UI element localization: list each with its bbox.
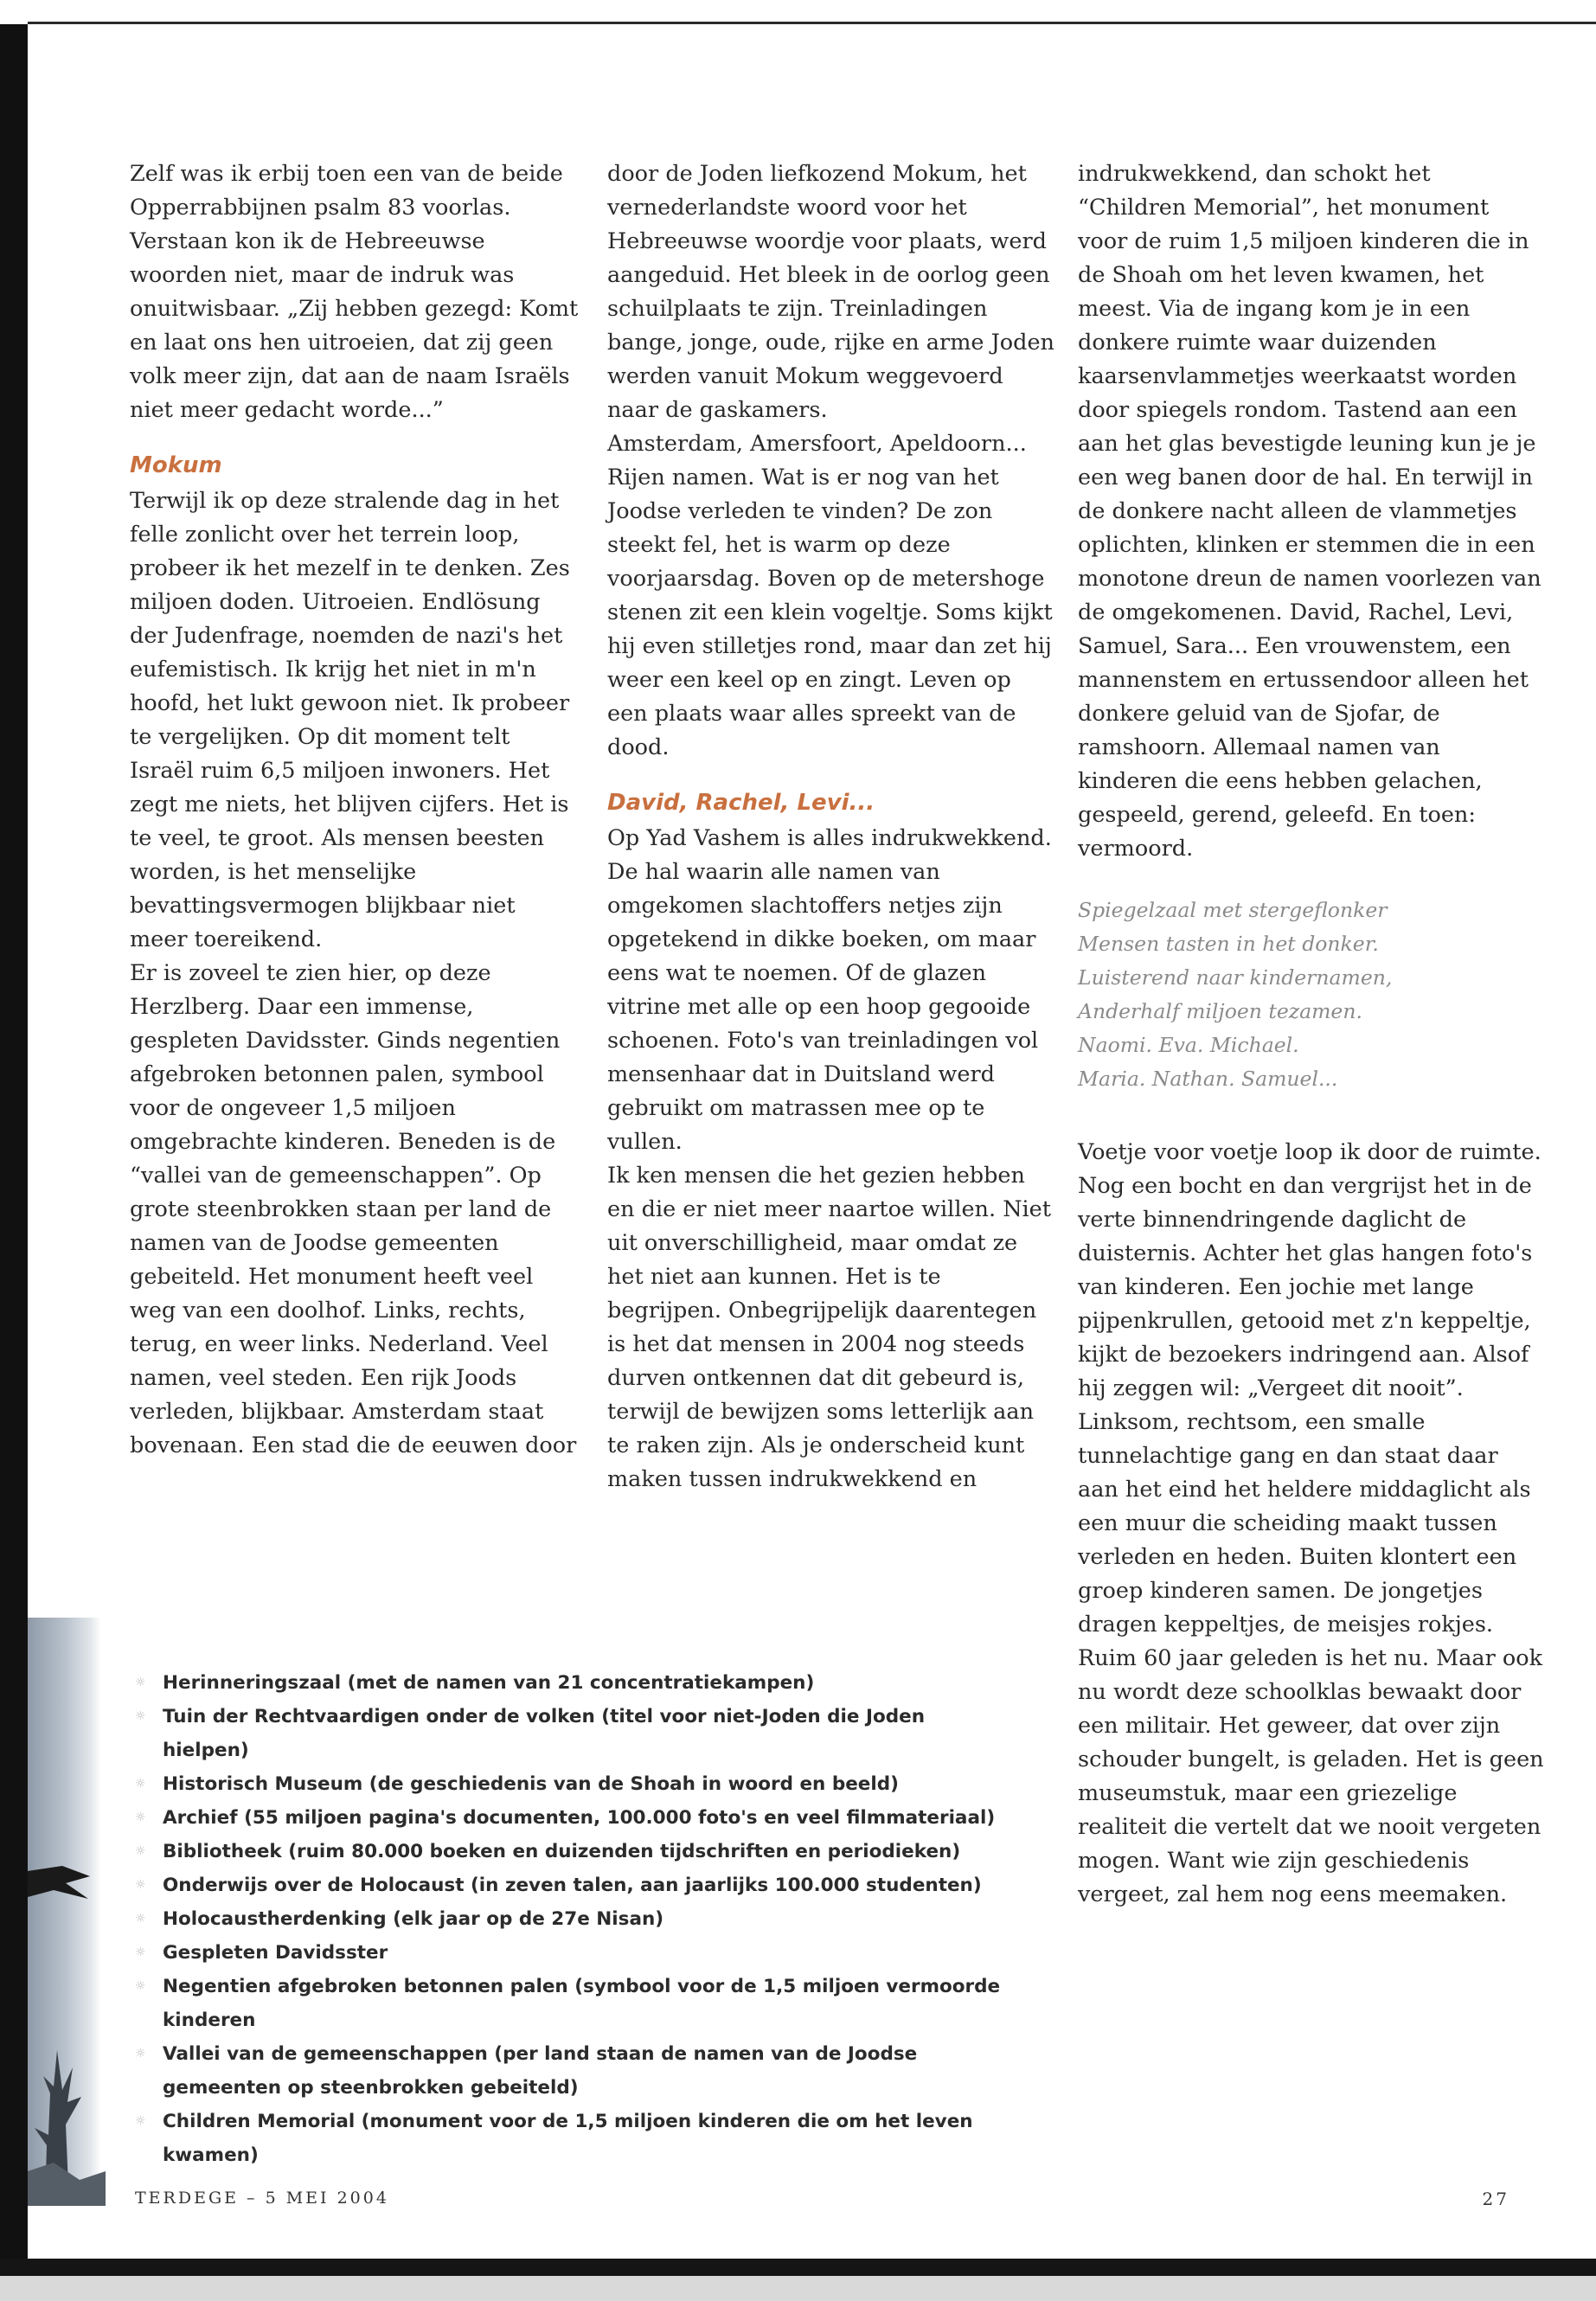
poem-line: Luisterend naar kindernamen, (1078, 965, 1393, 990)
sun-bullet-icon: ☼ (135, 1878, 146, 1892)
poem-line: Naomi. Eva. Michael. (1078, 1033, 1299, 1057)
yad-vashem-facts-box (100, 1618, 1035, 2166)
subhead-mokum: Mokum (130, 452, 222, 478)
scan-margin (0, 2276, 1596, 2301)
list-item: ☼ Gespleten Davidsster (135, 1942, 388, 1964)
tree-silhouette-icon (28, 2041, 106, 2206)
bottom-rule (0, 2259, 1596, 2276)
facts-list (135, 1666, 1017, 2172)
sun-bullet-icon: ☼ (135, 1945, 146, 1959)
list-item: ☼ Archief (55 miljoen pagina's documenten, 100.000 foto's en veel filmmateriaal) (135, 1807, 996, 1829)
poem-line: Spiegelzaal met stergeflonker (1078, 898, 1388, 922)
poem-line: Anderhalf miljoen tezamen. (1078, 999, 1362, 1023)
bird-silhouette-icon (28, 1864, 90, 1903)
list-item: ☼ Vallei van de gemeenschappen (per land staan de namen van de Joodse gemeenten op steenbrokken gebeiteld) (135, 2043, 918, 2099)
article-column-3 (1078, 157, 1545, 2138)
list-item: ☼ Bibliotheek (ruim 80.000 boeken en duizenden tijdschriften en periodieken) (135, 1841, 961, 1862)
poem-line: Maria. Nathan. Samuel... (1078, 1067, 1338, 1091)
paragraph-yad-vashem: Op Yad Vashem is alles indrukwekkend. De hal waarin alle namen van omgekomen slachtoffers netjes zijn opgetekend in dikke boeken, om maar eens wat te noemen. Of de glazen vitrine met alle op een hoop gegooide schoenen. Foto's van treinladingen vol mensenhaar dat in Duitsland werd gebruikt om matrassen mee op te vullen. (607, 825, 1052, 1155)
paragraph-ontkennen: Ik ken mensen die het gezien hebben en die er niet meer naartoe willen. Niet uit onverschilligheid, maar omdat ze het niet aan kunnen. Het is te begrijpen. Onbegrijpelijk daarentegen is het dat mensen in 2004 nog steeds durven ontkennen dat dit gebeurd is, terwijl de bewijzen soms letterlijk aan te raken zijn. Als je onderscheid kunt maken tussen indrukwekkend en (607, 1163, 1052, 1492)
top-rule (28, 22, 1596, 24)
list-item: ☼ Onderwijs over de Holocaust (in zeven talen, aan jaarlijks 100.000 studenten) (135, 1875, 982, 1896)
sun-bullet-icon: ☼ (135, 1844, 146, 1858)
paragraph-voetje-voor-voetje: Voetje voor voetje loop ik door de ruimte. Nog een bocht en dan vergrijst het in de verte binnendringende daglicht de duisternis. Achter het glas hangen foto's van kinderen. Een jochie met lange pijpenkrullen, getooid met z'n keppeltje, kijkt de bezoekers indringend aan. Alsof hij zeggen wil: „Vergeet dit nooit”. (1078, 1139, 1542, 1401)
article-column-1 (130, 157, 580, 1576)
sun-bullet-icon: ☼ (135, 2114, 146, 2128)
publication-footer: TERDEGE – 5 MEI 2004 (135, 2189, 389, 2208)
article-column-2 (607, 157, 1057, 1576)
list-item: ☼ Herinneringszaal (met de namen van 21 concentratiekampen) (135, 1672, 815, 1694)
list-item: ☼ Tuin der Rechtvaardigen onder de volken (titel voor niet-Joden die Joden hielpen) (135, 1706, 925, 1761)
list-item: ☼ Children Memorial (monument voor de 1,5 miljoen kinderen die om het leven kwamen) (135, 2111, 973, 2166)
sun-bullet-icon: ☼ (135, 1979, 146, 1993)
left-page-edge (0, 24, 28, 2284)
paragraph-children-memorial: indrukwekkend, dan schokt het “Children Memorial”, het monument voor de ruim 1,5 miljoen kinderen die in de Shoah om het leven kwamen, het meest. Via de ingang kom je in een donkere ruimte waar duizenden kaarsenvlammetjes weerkaatst worden door spiegels rondom. Tastend aan een aan het glas bevestigde leuning kun je je een weg banen door de hal. En terwijl in de donkere nacht alleen de vlammetjes oplichten, klinken er stemmen die in een monotone dreun de namen voorlezen van de omgekomenen. David, Rachel, Levi, Samuel, Sara... Een vrouwenstem, een mannenstem en ertussendoor alleen het donkere geluid van de Sjofar, de ramshoorn. Allemaal namen van kinderen die eens hebben gelachen, gespeeld, gerend, geleefd. En toen: vermoord. (1078, 161, 1542, 862)
sun-bullet-icon: ☼ (135, 1709, 146, 1723)
sun-bullet-icon: ☼ (135, 1811, 146, 1824)
sun-bullet-icon: ☼ (135, 1912, 146, 1926)
paragraph-terrein: Terwijl ik op deze stralende dag in het felle zonlicht over het terrein loop, probeer ik het mezelf in te denken. Zes miljoen doden. Uitroeien. Endlösung der Judenfrage, noemden de nazi's het eufemistisch. Ik krijg het niet in m'n hoofd, het lukt gewoon niet. Ik probeer te vergelijken. Op dit moment telt Israël ruim 6,5 miljoen inwoners. Het zegt me niets, het blijven cijfers. Het is te veel, te groot. Als mensen beesten worden, is het menselijke bevattingsvermogen blijkbaar niet meer toereikend. (130, 488, 570, 952)
paragraph-linksom-rechtsom: Linksom, rechtsom, een smalle tunnelachtige gang en dan staat daar aan het eind het heldere middaglicht als een muur die scheiding maakt tussen verleden en heden. Buiten klontert een groep kinderen samen. De jongetjes dragen keppeltjes, de meisjes rokjes. Ruim 60 jaar geleden is het nu. Maar ook nu wordt deze schoolklas bewaakt door een militair. Het geweer, dat over zijn schouder bungelt, is geladen. Het is geen museumstuk, maar een griezelige realiteit die vertelt dat we nooit vergeten mogen. Want wie zijn geschiedenis vergeet, zal hem nog eens meemaken. (1078, 1409, 1544, 1907)
sun-bullet-icon: ☼ (135, 1777, 146, 1791)
sun-bullet-icon: ☼ (135, 2047, 146, 2061)
list-item: ☼ Negentien afgebroken betonnen palen (symbool voor de 1,5 miljoen vermoorde kinderen (135, 1976, 1001, 2031)
paragraph-opening: Zelf was ik erbij toen een van de beide Opperrabbijnen psalm 83 voorlas. Verstaan kon ik de Hebreeuwse woorden niet, maar de indruk was onuitwisbaar. „Zij hebben gezegd: Komt en laat ons hen uitroeien, dat zij geen volk meer zijn, dat aan de naam Israëls niet meer gedacht worde...” (130, 161, 579, 423)
paragraph-herzlberg: Er is zoveel te zien hier, op deze Herzlberg. Daar een immense, gespleten Davidsster. Ginds negentien afgebroken betonnen palen, symbool voor de ongeveer 1,5 miljoen omgebrachte kinderen. Beneden is de “vallei van de gemeenschappen”. Op grote steenbrokken staan per land de namen van de Joodse gemeenten gebeiteld. Het monument heeft veel weg van een doolhof. Links, rechts, terug, en weer links. Nederland. Veel namen, veel steden. Een rijk Joods verleden, blijkbaar. Amsterdam staat bovenaan. Een stad die de eeuwen door (130, 960, 577, 1458)
paragraph-rijen-namen: Amsterdam, Amersfoort, Apeldoorn... Rijen namen. Wat is er nog van het Joodse verleden te vinden? De zon steekt fel, het is warm op deze voorjaarsdag. Boven op de metershoge stenen zit een klein vogeltje. Soms kijkt hij even stilletjes rond, maar dan zet hij weer een keel op en zingt. Leven op een plaats waar alles spreekt van de dood. (607, 431, 1053, 760)
list-item: ☼ Historisch Museum (de geschiedenis van de Shoah in woord en beeld) (135, 1773, 899, 1795)
poem (1078, 894, 1545, 1096)
list-item: ☼ Holocaustherdenking (elk jaar op de 27e Nisan) (135, 1908, 664, 1930)
page-number: 27 (1482, 2189, 1509, 2209)
poem-line: Mensen tasten in het donker. (1078, 932, 1379, 956)
paragraph-mokum-continued: door de Joden liefkozend Mokum, het vernederlandste woord voor het Hebreeuwse woordje voor plaats, werd aangeduid. Het bleek in de oorlog geen schuilplaats te zijn. Treinladingen bange, jonge, oude, rijke en arme Joden werden vanuit Mokum weggevoerd naar de gaskamers. (607, 161, 1054, 423)
subhead-david-rachel-levi: David, Rachel, Levi... (607, 790, 875, 816)
sun-bullet-icon: ☼ (135, 1676, 146, 1689)
